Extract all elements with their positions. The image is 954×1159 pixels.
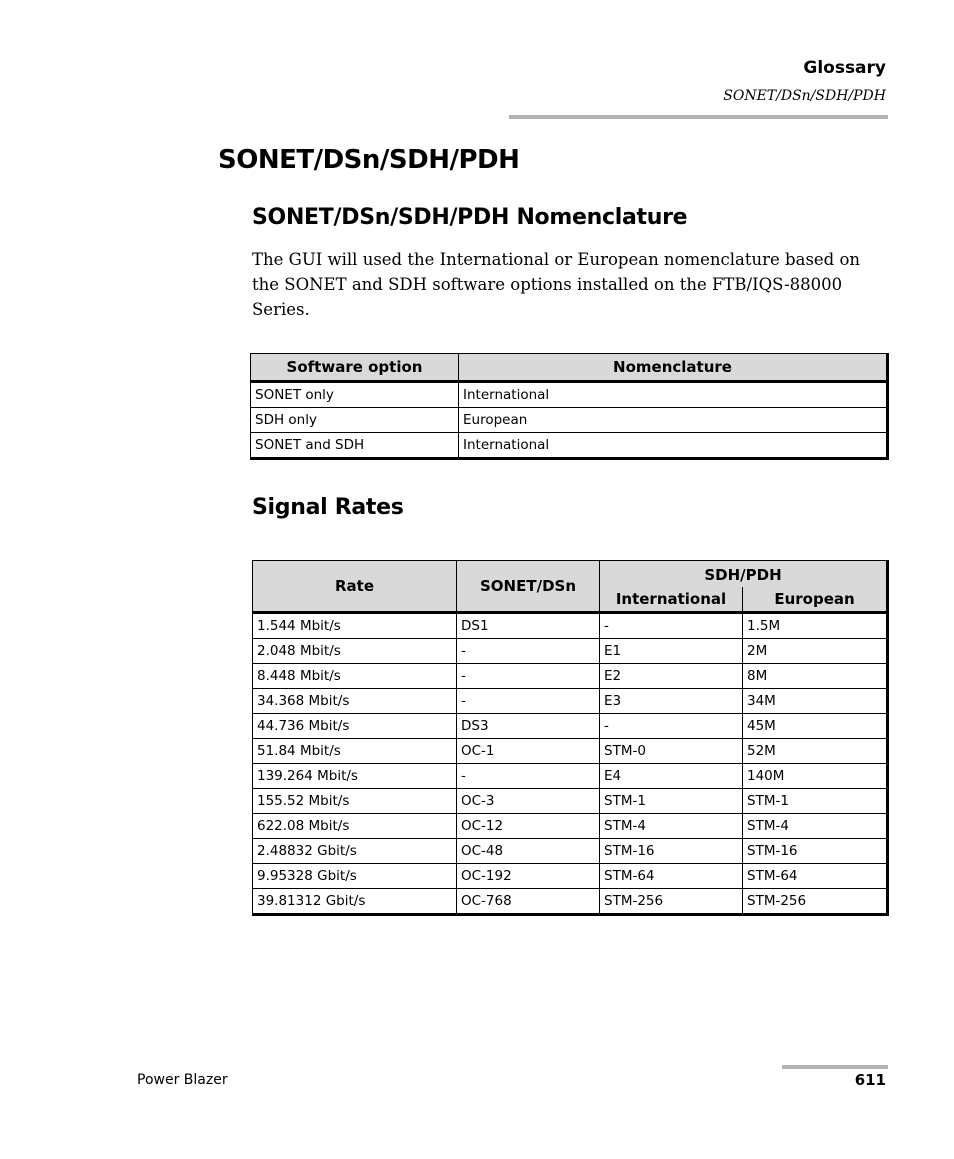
column-header-international: International: [600, 587, 743, 613]
column-header-sdh-pdh: SDH/PDH: [600, 561, 888, 588]
table-cell: OC-12: [457, 814, 600, 839]
table-cell: STM-4: [600, 814, 743, 839]
table-cell: STM-256: [743, 889, 888, 915]
table-row: [253, 864, 888, 889]
table-row: [253, 814, 888, 839]
table-cell: 155.52 Mbit/s: [253, 789, 457, 814]
table-cell: OC-768: [457, 889, 600, 915]
nomenclature-table: [250, 353, 889, 460]
table-cell: DS1: [457, 613, 600, 639]
signal-rates-table: [252, 560, 889, 916]
table-cell: SONET and SDH: [251, 433, 459, 459]
table-cell: 52M: [743, 739, 888, 764]
table-cell: SDH only: [251, 408, 459, 433]
table-cell: 2.48832 Gbit/s: [253, 839, 457, 864]
table-row: [253, 613, 888, 639]
column-header-european: European: [743, 587, 888, 613]
table-cell: 8.448 Mbit/s: [253, 664, 457, 689]
table-cell: STM-1: [600, 789, 743, 814]
table-cell: 9.95328 Gbit/s: [253, 864, 457, 889]
table-cell: STM-1: [743, 789, 888, 814]
column-header-software-option: Software option: [251, 354, 459, 382]
table-cell: -: [600, 613, 743, 639]
table-cell: STM-16: [600, 839, 743, 864]
nomenclature-heading: SONET/DSn/SDH/PDH Nomenclature: [252, 205, 688, 230]
table-cell: STM-64: [743, 864, 888, 889]
table-cell: E1: [600, 639, 743, 664]
table-row: [251, 433, 888, 459]
table-cell: International: [459, 433, 888, 459]
table-cell: STM-4: [743, 814, 888, 839]
table-row: [253, 764, 888, 789]
table-cell: OC-192: [457, 864, 600, 889]
table-cell: -: [457, 664, 600, 689]
table-row: [253, 689, 888, 714]
table-cell: 51.84 Mbit/s: [253, 739, 457, 764]
table-row: [251, 382, 888, 408]
table-cell: -: [600, 714, 743, 739]
table-cell: 44.736 Mbit/s: [253, 714, 457, 739]
table-cell: E4: [600, 764, 743, 789]
table-cell: European: [459, 408, 888, 433]
table-row: [253, 664, 888, 689]
table-row: [253, 789, 888, 814]
table-cell: STM-16: [743, 839, 888, 864]
table-cell: 45M: [743, 714, 888, 739]
table-cell: -: [457, 764, 600, 789]
table-cell: STM-64: [600, 864, 743, 889]
table-cell: 39.81312 Gbit/s: [253, 889, 457, 915]
table-cell: 34.368 Mbit/s: [253, 689, 457, 714]
table-cell: E3: [600, 689, 743, 714]
table-row: [253, 739, 888, 764]
footer-product: Power Blazer: [137, 1072, 228, 1088]
page-number: 611: [854, 1071, 886, 1089]
column-header-rate: Rate: [253, 561, 457, 613]
table-cell: 1.5M: [743, 613, 888, 639]
table-row: [253, 839, 888, 864]
table-cell: DS3: [457, 714, 600, 739]
footer-rule: [782, 1065, 888, 1069]
table-cell: 8M: [743, 664, 888, 689]
table-row: [253, 639, 888, 664]
table-row: [253, 889, 888, 915]
table-cell: STM-256: [600, 889, 743, 915]
table-cell: 1.544 Mbit/s: [253, 613, 457, 639]
page-title: SONET/DSn/SDH/PDH: [218, 145, 520, 175]
table-row: [253, 714, 888, 739]
header-rule: [509, 115, 888, 119]
table-header-row: [253, 561, 888, 588]
header-subsection: SONET/DSn/SDH/PDH: [723, 88, 886, 104]
table-cell: STM-0: [600, 739, 743, 764]
column-header-nomenclature: Nomenclature: [459, 354, 888, 382]
table-cell: 622.08 Mbit/s: [253, 814, 457, 839]
table-cell: 34M: [743, 689, 888, 714]
table-header-row: [251, 354, 888, 382]
table-cell: OC-3: [457, 789, 600, 814]
table-cell: 140M: [743, 764, 888, 789]
table-cell: SONET only: [251, 382, 459, 408]
signal-rates-heading: Signal Rates: [252, 495, 404, 520]
nomenclature-paragraph: The GUI will used the International or European nomenclature based on the SONET and SDH software options installed on the FTB/IQS-88000 Series.: [252, 250, 861, 319]
table-cell: -: [457, 639, 600, 664]
table-row: [251, 408, 888, 433]
table-cell: -: [457, 689, 600, 714]
column-header-sonet: SONET/DSn: [457, 561, 600, 613]
table-cell: 139.264 Mbit/s: [253, 764, 457, 789]
table-cell: International: [459, 382, 888, 408]
table-cell: E2: [600, 664, 743, 689]
header-section: Glossary: [803, 58, 886, 78]
table-cell: 2.048 Mbit/s: [253, 639, 457, 664]
table-cell: OC-48: [457, 839, 600, 864]
table-cell: OC-1: [457, 739, 600, 764]
table-cell: 2M: [743, 639, 888, 664]
